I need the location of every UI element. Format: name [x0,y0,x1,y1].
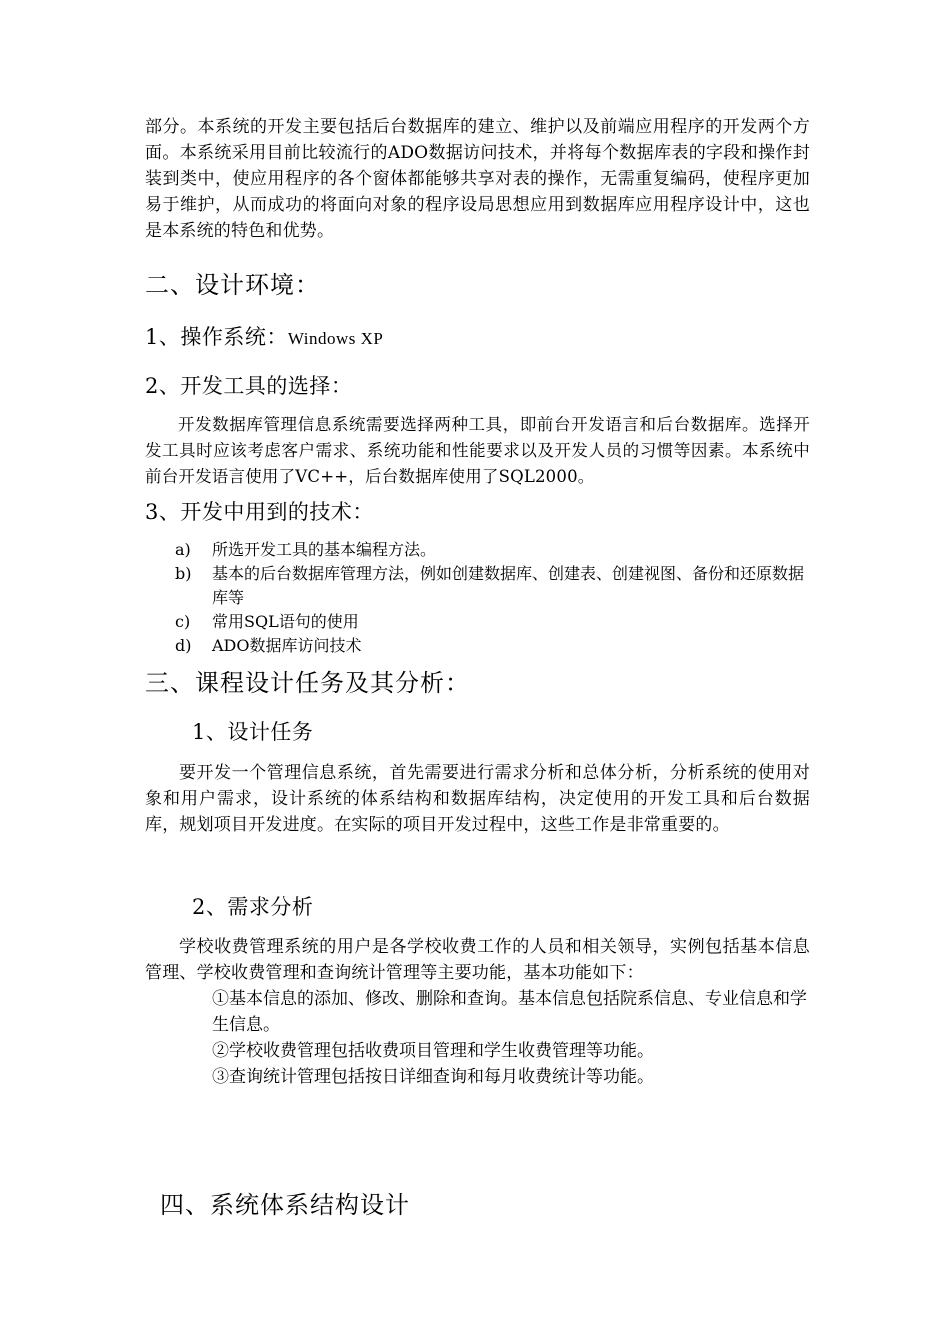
section-2-heading: 二、设计环境： [145,271,320,299]
list-item [175,538,815,562]
tech-list [175,538,815,658]
analysis-paragraph: 学校收费管理系统的用户是各学校收费工作的人员和相关领导，实例包括基本信息管理、学校收费管理和查询统计管理等主要功能，基本功能如下： [145,937,810,983]
function-item: ②学校收费管理包括收费项目管理和学生收费管理等功能。 [212,1041,654,1061]
tools-paragraph: 开发数据库管理信息系统需要选择两种工具，即前台开发语言和后台数据库。选择开发工具时应该考虑客户需求、系统功能和性能要求以及开发人员的习惯等因素。本系统中前台开发语言使用了VC++，后台数据库使用了SQL2000。 [145,415,810,486]
function-item: ③查询统计管理包括按日详细查询和每月收费统计等功能。 [212,1067,654,1087]
task-heading: 1、设计任务 [192,720,314,744]
intro-paragraph: 部分。本系统的开发主要包括后台数据库的建立、维护以及前端应用程序的开发两个方面。本系统采用目前比较流行的ADO数据访问技术，并将每个数据库表的字段和操作封装到类中，使应用程序的各个窗体都能够共享对表的操作，无需重复编码，使程序更加易于维护，从而成功的将面向对象的程序设局思想应用到数据库应用程序设计中，这也是本系统的特色和优势。 [145,117,810,241]
task-paragraph: 要开发一个管理信息系统，首先需要进行需求分析和总体分析，分析系统的使用对象和用户需求，设计系统的体系结构和数据库结构，决定使用的开发工具和后台数据库，规划项目开发进度。在实际的项目开发过程中，这些工作是非常重要的。 [145,763,810,835]
function-list [212,986,812,1090]
os-label: 1、操作系统： [145,325,288,349]
list-item [175,634,815,658]
os-line [145,323,383,353]
list-item-text: 常用SQL语句的使用 [212,612,359,631]
tech-heading: 3、开发中用到的技术： [145,500,374,524]
analysis-heading: 2、需求分析 [192,895,314,919]
list-marker: b) [175,564,192,583]
list-marker: a) [175,540,191,559]
list-item-text: 所选开发工具的基本编程方法。 [212,540,437,559]
list-marker: d) [175,636,192,655]
section-4-heading: 四、系统体系结构设计 [160,1191,410,1219]
list-marker: c) [175,612,191,631]
function-item: ①基本信息的添加、修改、删除和查询。基本信息包括院系信息、专业信息和学生信息。 [212,989,807,1035]
list-item [175,610,815,634]
tools-heading: 2、开发工具的选择： [145,374,353,398]
section-3-heading: 三、课程设计任务及其分析： [145,669,470,697]
list-item-text: ADO数据库访问技术 [212,636,362,655]
list-item-text: 基本的后台数据库管理方法，例如创建数据库、创建表、创建视图、备份和还原数据库等 [212,564,805,607]
os-value: Windows XP [287,329,384,348]
list-item [175,562,815,610]
